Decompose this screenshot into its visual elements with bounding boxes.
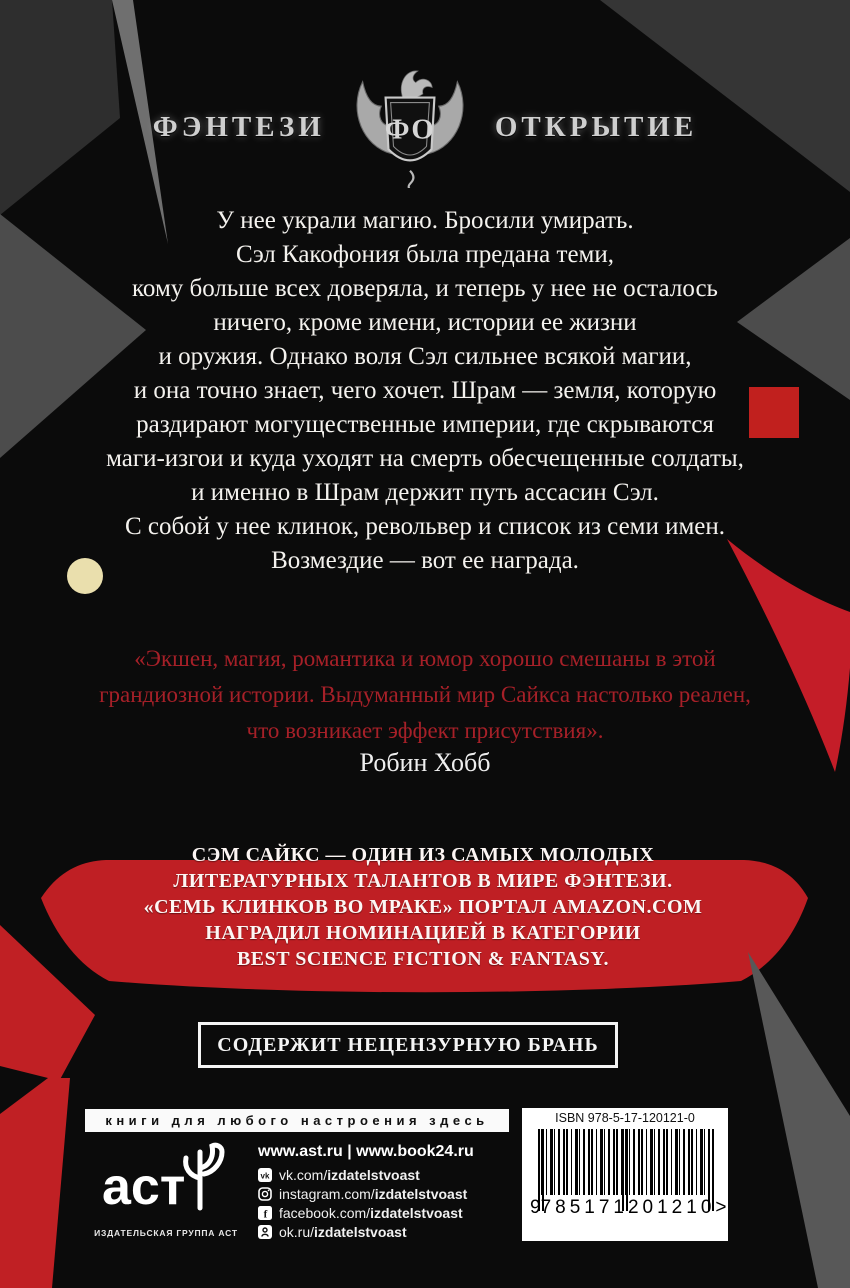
social-row-instagram — [258, 1186, 467, 1201]
banner-line: BEST SCIENCE FICTION & FANTASY. — [236, 948, 610, 970]
annotation-line: Сэл Какофония была предана теми, — [235, 241, 614, 268]
barcode-bars — [538, 1129, 712, 1195]
ast-logo-text: аст — [102, 1158, 186, 1216]
content-warning-label: СОДЕРЖИТ НЕЦЕНЗУРНУЮ БРАНЬ — [217, 1033, 599, 1056]
bottom-right-gray-wedge — [748, 952, 850, 1288]
banner-line: ЛИТЕРАТУРНЫХ ТАЛАНТОВ В МИРЕ ФЭНТЕЗИ. — [173, 870, 673, 892]
bottom-left-red-band — [0, 1078, 70, 1288]
publisher-tagline: книги для любого настроения здесь — [105, 1113, 489, 1128]
quote-line: грандиозной истории. Выдуманный мир Сайкса настолько реален, — [99, 682, 751, 707]
social-link-text: ok.ru/izdatelstvoast — [279, 1223, 407, 1240]
social-row-vk — [258, 1167, 467, 1182]
annotation-line: У нее украли магию. Бросили умирать. — [216, 207, 634, 234]
annotation-line: маги-изгои и куда уходят на смерть обесчещенные солдаты, — [106, 445, 744, 472]
publisher-websites: www.ast.ru | www.book24.ru — [258, 1143, 474, 1160]
barcode-arrow: > — [715, 1197, 727, 1218]
vk-icon — [258, 1168, 272, 1182]
social-links — [258, 1167, 467, 1239]
annotation-line: С собой у нее клинок, револьвер и список из семи имен. — [124, 513, 726, 540]
barcode-digits-right: 201210 — [627, 1197, 716, 1218]
ast-publisher-logo — [100, 1138, 232, 1224]
quote-line: «Экшен, магия, романтика и юмор хорошо смешаны в этой — [134, 646, 716, 671]
annotation-line: ничего, кроме имени, истории ее жизни — [213, 309, 637, 336]
dragon-tail — [408, 171, 413, 188]
banner-line: «СЕМЬ КЛИНКОВ ВО МРАКЕ» ПОРТАЛ AMAZON.COM — [143, 896, 703, 918]
svg-text:f: f — [263, 1207, 268, 1220]
publisher-tagline-strip — [85, 1109, 509, 1132]
series-name-left: ФЭНТЕЗИ — [152, 110, 325, 143]
social-row-ok — [258, 1224, 467, 1239]
annotation-line: и именно в Шрам держит путь ассасин Сэл. — [191, 479, 659, 506]
publisher-caption: ИЗДАТЕЛЬСКАЯ ГРУППА АСТ — [94, 1228, 238, 1238]
banner-line: НАГРАДИЛ НОМИНАЦИЕЙ В КАТЕГОРИИ — [205, 922, 641, 944]
dragon-head — [401, 71, 432, 99]
dragon-shield-emblem-icon — [331, 66, 489, 188]
facebook-icon — [258, 1206, 272, 1220]
banner-line: СЭМ САЙКС — ОДИН ИЗ САМЫХ МОЛОДЫХ — [191, 844, 655, 866]
social-link-text: instagram.com/izdatelstvoast — [279, 1185, 468, 1202]
annotation-line: Возмездие — вот ее награда. — [271, 547, 579, 574]
quote-attribution: Робин Хобб — [359, 748, 491, 777]
quote-line: что возникает эффект присутствия». — [246, 718, 604, 743]
social-link-text: vk.com/izdatelstvoast — [279, 1166, 420, 1183]
isbn-text: ISBN 978-5-17-120121-0 — [555, 1111, 695, 1125]
barcode-digit-first: 9 — [530, 1197, 541, 1218]
svg-text:vk: vk — [260, 1171, 270, 1180]
series-name-right: ОТКРЫТИЕ — [494, 110, 698, 143]
award-banner-text — [76, 842, 770, 972]
emblem-initials: ФО — [384, 113, 435, 146]
content-warning-box — [198, 1022, 618, 1068]
annotation-line: и оружия. Однако воля Сэл сильнее всякой магии, — [158, 343, 692, 370]
barcode-digits — [530, 1197, 727, 1219]
barcode-digits-left: 785171 — [540, 1197, 628, 1218]
social-row-facebook — [258, 1205, 467, 1220]
series-header — [0, 66, 850, 188]
ast-cactus-icon — [186, 1145, 222, 1208]
press-quote — [25, 641, 825, 749]
ok-icon — [258, 1225, 272, 1239]
barcode-block — [522, 1108, 728, 1241]
annotation-line: кому больше всех доверяла, и теперь у нее не осталось — [132, 275, 718, 302]
annotation-line: раздирают могущественные империи, где скрываются — [136, 411, 714, 438]
annotation-line: и она точно знает, чего хочет. Шрам — земля, которую — [133, 377, 717, 404]
instagram-icon — [258, 1187, 272, 1201]
annotation-text — [25, 204, 825, 578]
social-link-text: facebook.com/izdatelstvoast — [279, 1204, 463, 1221]
